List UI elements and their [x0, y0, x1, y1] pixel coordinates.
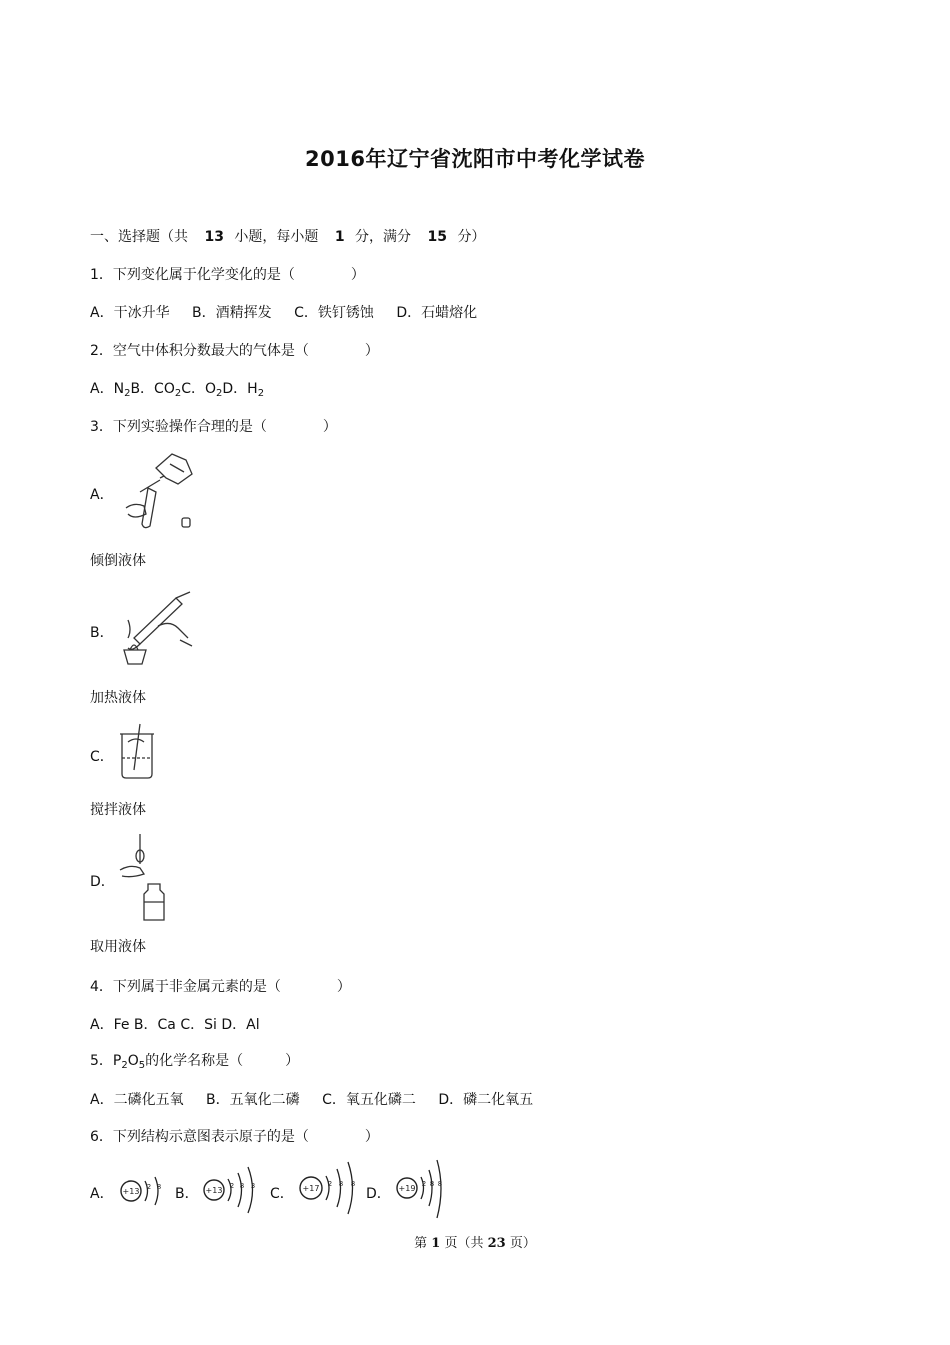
svg-text:8: 8: [429, 1180, 435, 1188]
page-footer: 第 1 页（共 23 页）: [414, 1236, 536, 1251]
question-3-stem: 3．下列实验操作合理的是（ ）: [90, 419, 337, 435]
svg-text:2: 2: [146, 1183, 152, 1191]
question-1-stem: 1．下列变化属于化学变化的是（ ）: [90, 267, 365, 283]
question-4-stem: 4．下列属于非金属元素的是（ ）: [90, 979, 351, 995]
option-d-label: D．: [90, 874, 115, 890]
svg-text:8: 8: [338, 1180, 344, 1188]
svg-text:8: 8: [437, 1180, 443, 1188]
svg-text:8: 8: [350, 1180, 356, 1188]
option-a-label: A．: [90, 1186, 114, 1202]
atom-structure-diagram-c: [296, 1156, 362, 1218]
option-d-caption: 取用液体: [90, 939, 146, 955]
svg-text:+13: +13: [205, 1186, 223, 1195]
heat-liquid-illustration: [118, 590, 198, 666]
option-c: C．铁钉锈蚀: [294, 305, 374, 321]
svg-text:8: 8: [239, 1182, 245, 1190]
svg-text:3: 3: [250, 1182, 256, 1190]
svg-text:8: 8: [156, 1183, 162, 1191]
pour-liquid-illustration: [120, 448, 200, 534]
question-2-options: A．$N_2B$．$CO_2C$．$O_2D$．$H_2$: [90, 381, 265, 399]
option-b-label: B．: [90, 625, 114, 641]
option-b-caption: 加热液体: [90, 690, 146, 706]
question-5-stem: 5．$P_2O_5$的化学名称是（ ）: [90, 1053, 300, 1071]
atom-structure-diagram-b: [200, 1162, 262, 1218]
option-d-label: D．: [366, 1186, 391, 1202]
option-c-label: C．: [90, 749, 114, 765]
question-1-options: [90, 302, 495, 322]
svg-text:2: 2: [421, 1180, 427, 1188]
option-c-caption: 搅拌液体: [90, 802, 146, 818]
svg-text:2: 2: [327, 1180, 333, 1188]
option-c-label: C．: [270, 1186, 294, 1202]
option-c: C．氧五化磷二: [322, 1092, 416, 1108]
question-6-stem: 6．下列结构示意图表示原子的是（ ）: [90, 1129, 379, 1145]
svg-text:+19: +19: [398, 1184, 416, 1193]
section-heading: 一、选择题（共 13 小题，每小题 1 分，满分 15 分）: [90, 229, 486, 245]
option-a: A．二磷化五氧: [90, 1092, 184, 1108]
svg-text:+17: +17: [302, 1184, 320, 1193]
question-4-options: A．Fe B．Ca C．Si D．Al: [90, 1017, 260, 1033]
option-d: D．石蜡熔化: [396, 305, 478, 321]
option-a-label: A．: [90, 487, 114, 503]
question-2-stem: 2．空气中体积分数最大的气体是（ ）: [90, 343, 379, 359]
stir-liquid-illustration: [118, 722, 158, 780]
option-a: A．干冰升华: [90, 305, 170, 321]
option-b-label: B．: [175, 1186, 199, 1202]
question-5-options: [90, 1089, 551, 1109]
page-title: 2016年辽宁省沈阳市中考化学试卷: [305, 147, 645, 171]
option-d: D．磷二化氧五: [438, 1092, 534, 1108]
svg-text:+13: +13: [122, 1187, 140, 1196]
option-b: B．五氧化二磷: [206, 1092, 300, 1108]
svg-text:2: 2: [229, 1182, 235, 1190]
option-b: B．酒精挥发: [192, 305, 272, 321]
atom-structure-diagram-d: [393, 1156, 449, 1220]
take-liquid-illustration: [118, 832, 170, 924]
option-a-caption: 倾倒液体: [90, 553, 146, 569]
atom-structure-diagram-a: [118, 1168, 170, 1214]
